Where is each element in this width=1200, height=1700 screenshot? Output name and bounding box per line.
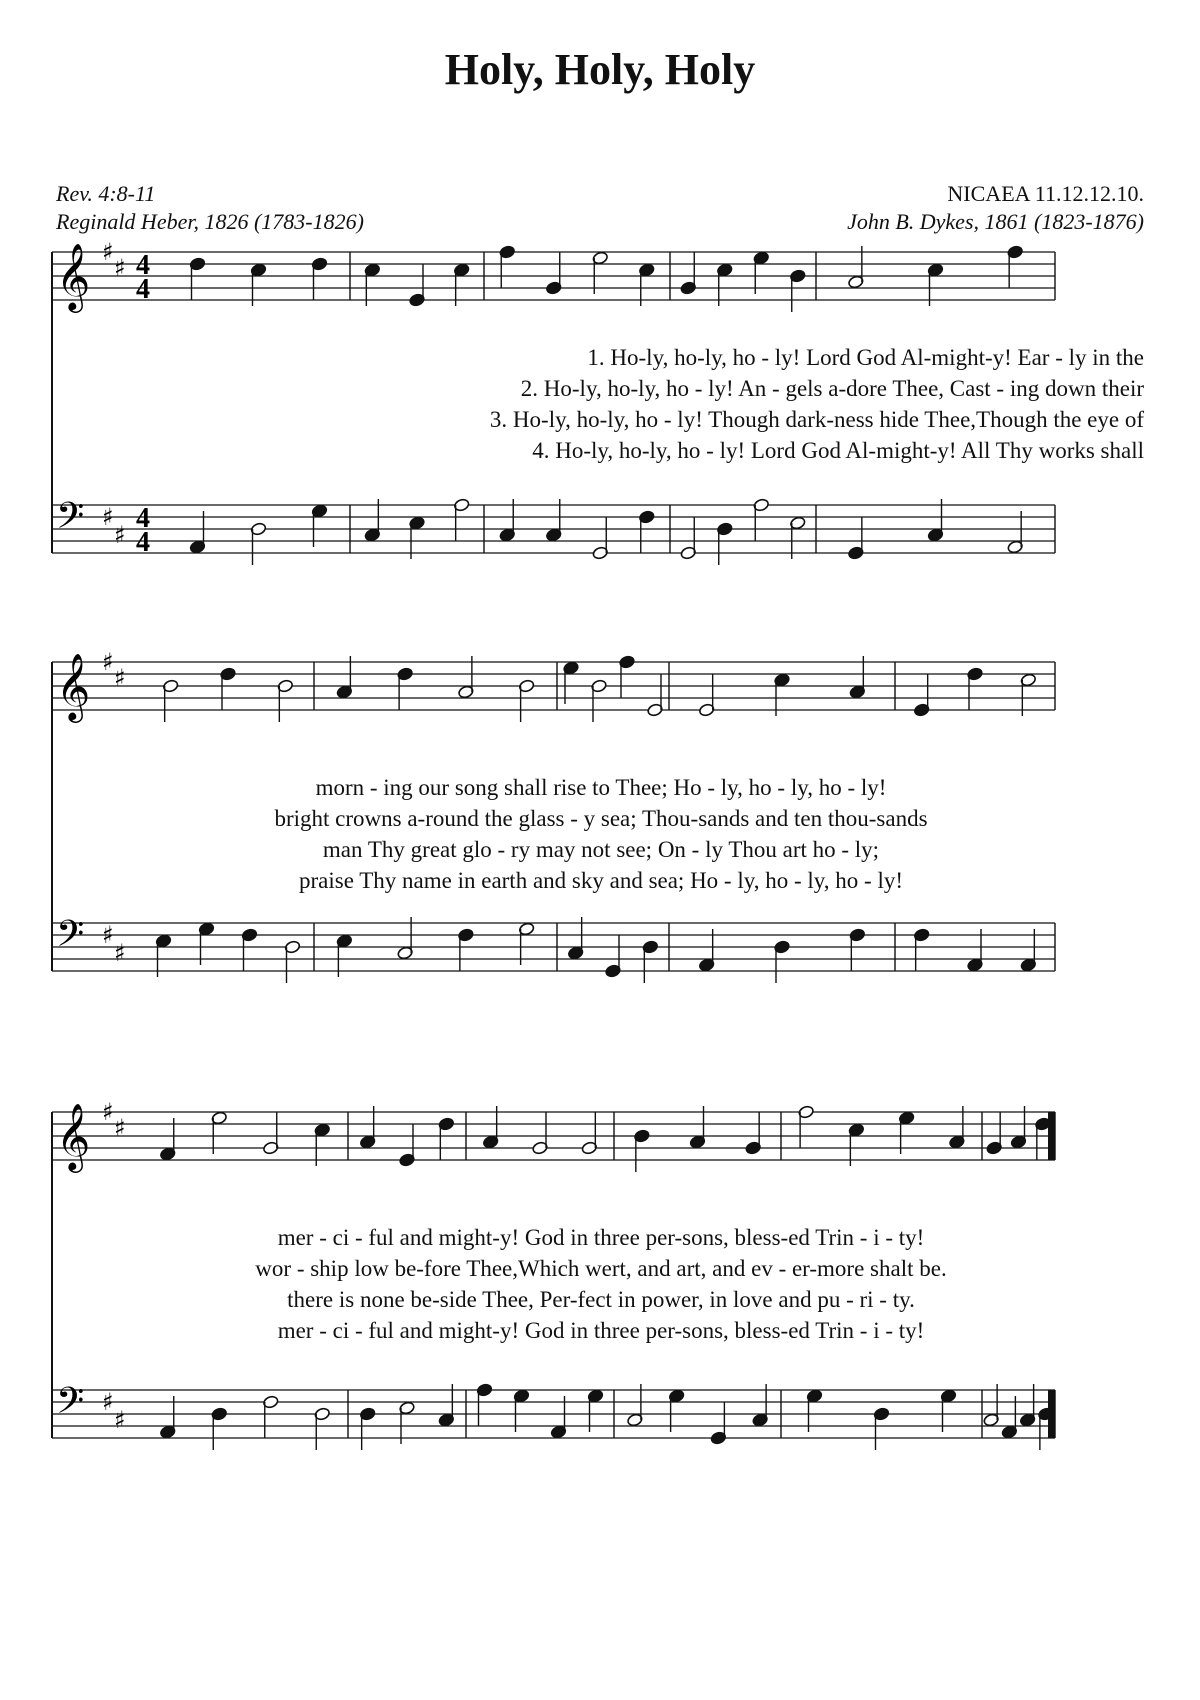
verse-line: mer - ci - ful and might-y! God in three per-sons, bless-ed Trin - i - ty! (277, 1225, 925, 1250)
sharp-sign: ♯ (102, 921, 114, 949)
sharp-sign: ♯ (114, 254, 126, 282)
bass-clef: 𝄢 (56, 495, 85, 546)
tune-name: NICAEA 11.12.12.10. (947, 181, 1144, 206)
verse-line: man Thy great glo - ry may not see; On - ly Thou art ho - ly; (322, 837, 880, 862)
music-system-3 (52, 1090, 1150, 1510)
sharp-sign: ♯ (102, 1388, 114, 1416)
verse-line: there is none be-side Thee, Per-fect in power, in love and pu - ri - ty. (287, 1287, 915, 1312)
lyrics-block-3 (52, 1222, 1150, 1346)
music-system-1 (52, 230, 1150, 610)
verse-line: 1. Ho-ly, ho-ly, ho - ly! Lord God Al-might-y! Ear - ly in the (587, 345, 1144, 370)
time-signature-digit: 4 (136, 503, 150, 534)
verse-line: 3. Ho-ly, ho-ly, ho - ly! Though dark-ness hide Thee,Though the eye of (489, 407, 1144, 432)
lyrics-block-1 (52, 342, 1150, 466)
bass-clef: 𝄢 (56, 1380, 85, 1431)
verse-line: 2. Ho-ly, ho-ly, ho - ly! An - gels a-dore Thee, Cast - ing down their (520, 376, 1144, 401)
treble-clef: 𝄞 (56, 1102, 91, 1170)
final-barline (1048, 1390, 1055, 1438)
sharp-sign: ♯ (102, 238, 114, 266)
sharp-sign: ♯ (114, 1114, 126, 1142)
verse-line: 4. Ho-ly, ho-ly, ho - ly! Lord God Al-might-y! All Thy works shall (532, 438, 1144, 463)
sharp-sign: ♯ (114, 664, 126, 692)
lyrics-block-2 (52, 772, 1150, 896)
bass-clef: 𝄢 (56, 913, 85, 964)
sharp-sign: ♯ (114, 939, 126, 967)
hymn-credits-left (56, 180, 364, 236)
hymn-credits-right (847, 180, 1144, 236)
scripture-reference: Rev. 4:8-11 (56, 181, 156, 206)
verse-line: wor - ship low be-fore Thee,Which wert, and art, and ev - er-more shalt be. (255, 1256, 947, 1281)
time-signature-digit: 4 (136, 527, 150, 558)
treble-clef: 𝄞 (56, 242, 91, 310)
verse-line: mer - ci - ful and might-y! God in three per-sons, bless-ed Trin - i - ty! (277, 1318, 925, 1343)
sharp-sign: ♯ (114, 1406, 126, 1434)
sharp-sign: ♯ (102, 503, 114, 531)
sharp-sign: ♯ (102, 648, 114, 676)
hymn-title: Holy, Holy, Holy (444, 45, 756, 94)
sharp-sign: ♯ (102, 1098, 114, 1126)
verse-line: morn - ing our song shall rise to Thee; Ho - ly, ho - ly, ho - ly! (315, 775, 887, 800)
music-system-2 (52, 640, 1150, 1030)
sharp-sign: ♯ (114, 521, 126, 549)
final-barline (1048, 1112, 1055, 1160)
text-author: Reginald Heber, 1826 (1783-1826) (56, 209, 364, 234)
verse-line: bright crowns a-round the glass - y sea; Thou-sands and ten thou-sands (274, 806, 928, 831)
verse-line: praise Thy name in earth and sky and sea; Ho - ly, ho - ly, ho - ly! (298, 868, 904, 893)
treble-clef: 𝄞 (56, 652, 91, 720)
time-signature-digit: 4 (136, 250, 150, 281)
time-signature-digit: 4 (136, 274, 150, 305)
tune-composer: John B. Dykes, 1861 (1823-1876) (847, 209, 1144, 234)
